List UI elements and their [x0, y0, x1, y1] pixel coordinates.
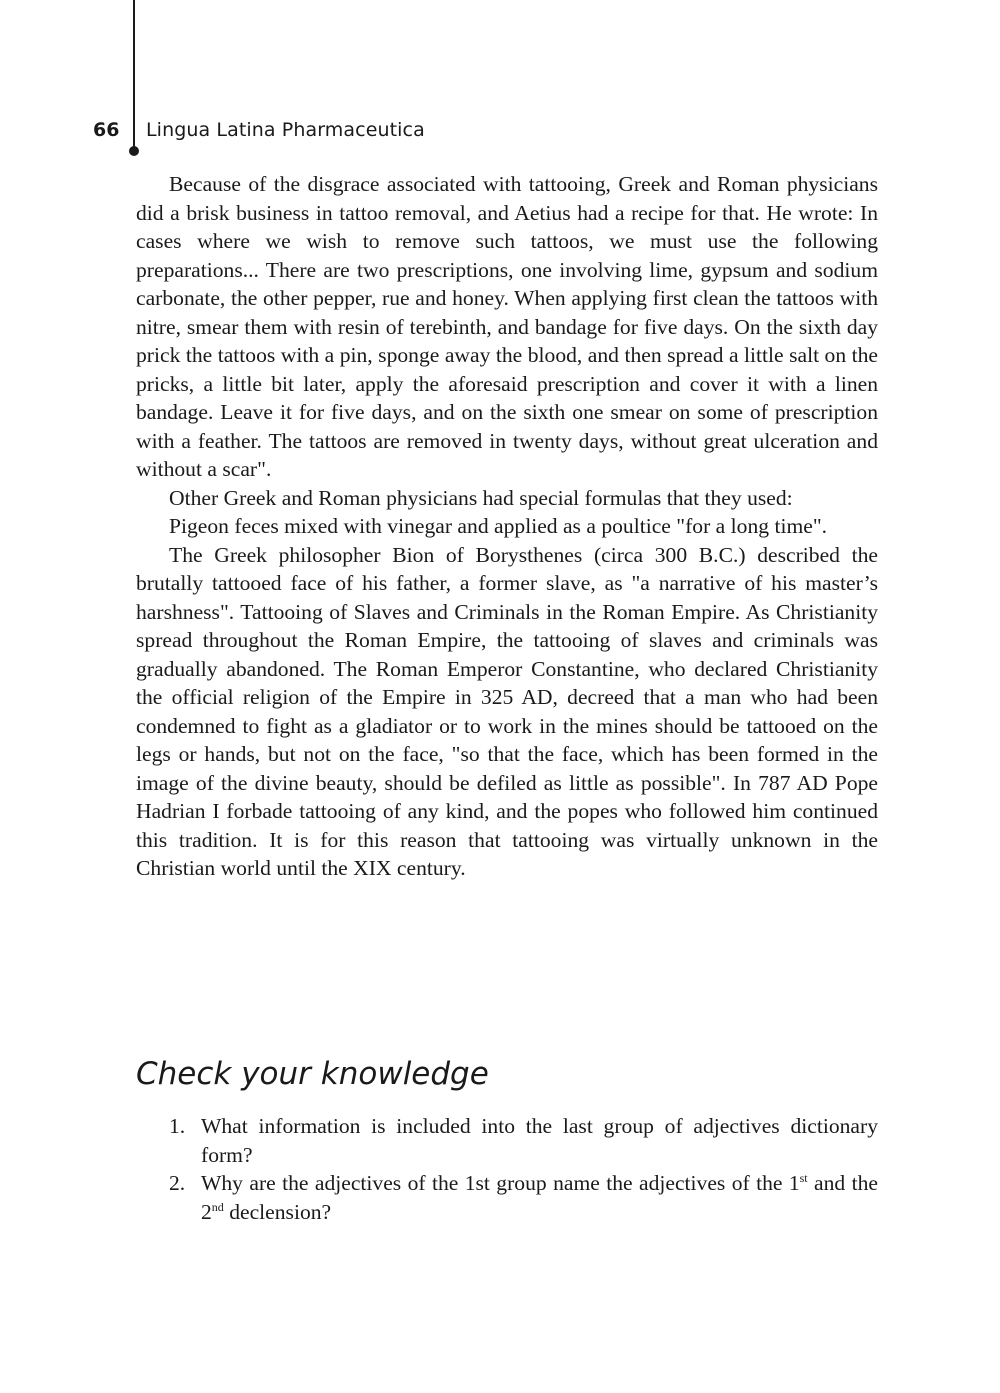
- question-number: 2.: [169, 1171, 186, 1195]
- paragraph: The Greek philosopher Bion of Borysthenes (circa 300 B.C.) described the brutally tattooed face of his father, a former slave, as "a narrative of his master’s harshness". Tattooing of Slaves and Criminals in the Roman Empire. As Christianity spread throughout the Roman Empire, the tattooing of slaves and criminals was gradually abandoned. The Roman Emperor Constantine, who declared Christianity the official religion of the Empire in 325 AD, decreed that a man who had been condemned to fight as a gladiator or to work in the mines should be tattooed on the legs or hands, but not on the face, "so that the face, which has been formed in the image of the divine beauty, should be defiled as little as possible". In 787 AD Pope Hadrian I forbade tattooing of any kind, and the popes who followed him continued this tradition. It is for this reason that tattooing was virtually unknown in the Christian world until the XIX century.: [136, 542, 878, 880]
- question-list: [136, 1112, 878, 1226]
- body-text: [136, 170, 878, 883]
- question-text-part: and the 2: [201, 1171, 878, 1224]
- paragraph: Other Greek and Roman physicians had special formulas that they used:: [169, 485, 793, 510]
- paragraph: Pigeon feces mixed with vinegar and applied as a poultice "for a long time".: [169, 514, 828, 538]
- question-text: [201, 1171, 878, 1224]
- ordinal-suffix: nd: [211, 1199, 224, 1214]
- ordinal-suffix: st: [799, 1171, 808, 1185]
- list-item: [136, 1169, 878, 1226]
- question-text-part: declension?: [223, 1199, 332, 1224]
- question-text-part: Why are the adjectives of the 1st group name the adjectives of the 1: [201, 1171, 800, 1195]
- paragraph: Because of the disgrace associated with tattooing, Greek and Roman physicians did a brisk business in tattoo removal, and Aetius had a recipe for that. He wrote: In cases where we wish to remove such tattoos, we must use the following preparations... There are two prescriptions, one involving lime, gypsum and sodium carbonate, the other pepper, rue and honey. When applying first clean the tattoos with nitre, smear them with resin of terebinth, and bandage for five days. On the sixth day prick the tattoos with a pin, sponge away the blood, and then spread a little salt on the pricks, a little bit later, apply the aforesaid prescription and cover it with a linen bandage. Leave it for five days, and on the sixth one smear on some of prescription with a feather. The tattoos are removed in twenty days, without great ulceration and without a scar".: [136, 172, 878, 481]
- running-title: Lingua Latina Pharmaceutica: [146, 119, 425, 141]
- header-rule-dot: [129, 146, 139, 156]
- question-number: 1.: [169, 1114, 186, 1138]
- header-vertical-rule: [133, 0, 135, 150]
- section-heading: Check your knowledge: [136, 1056, 489, 1092]
- list-item: [136, 1112, 878, 1169]
- question-text: What information is included into the last group of adjectives dictionary form?: [201, 1114, 878, 1167]
- page-number: 66: [93, 119, 120, 141]
